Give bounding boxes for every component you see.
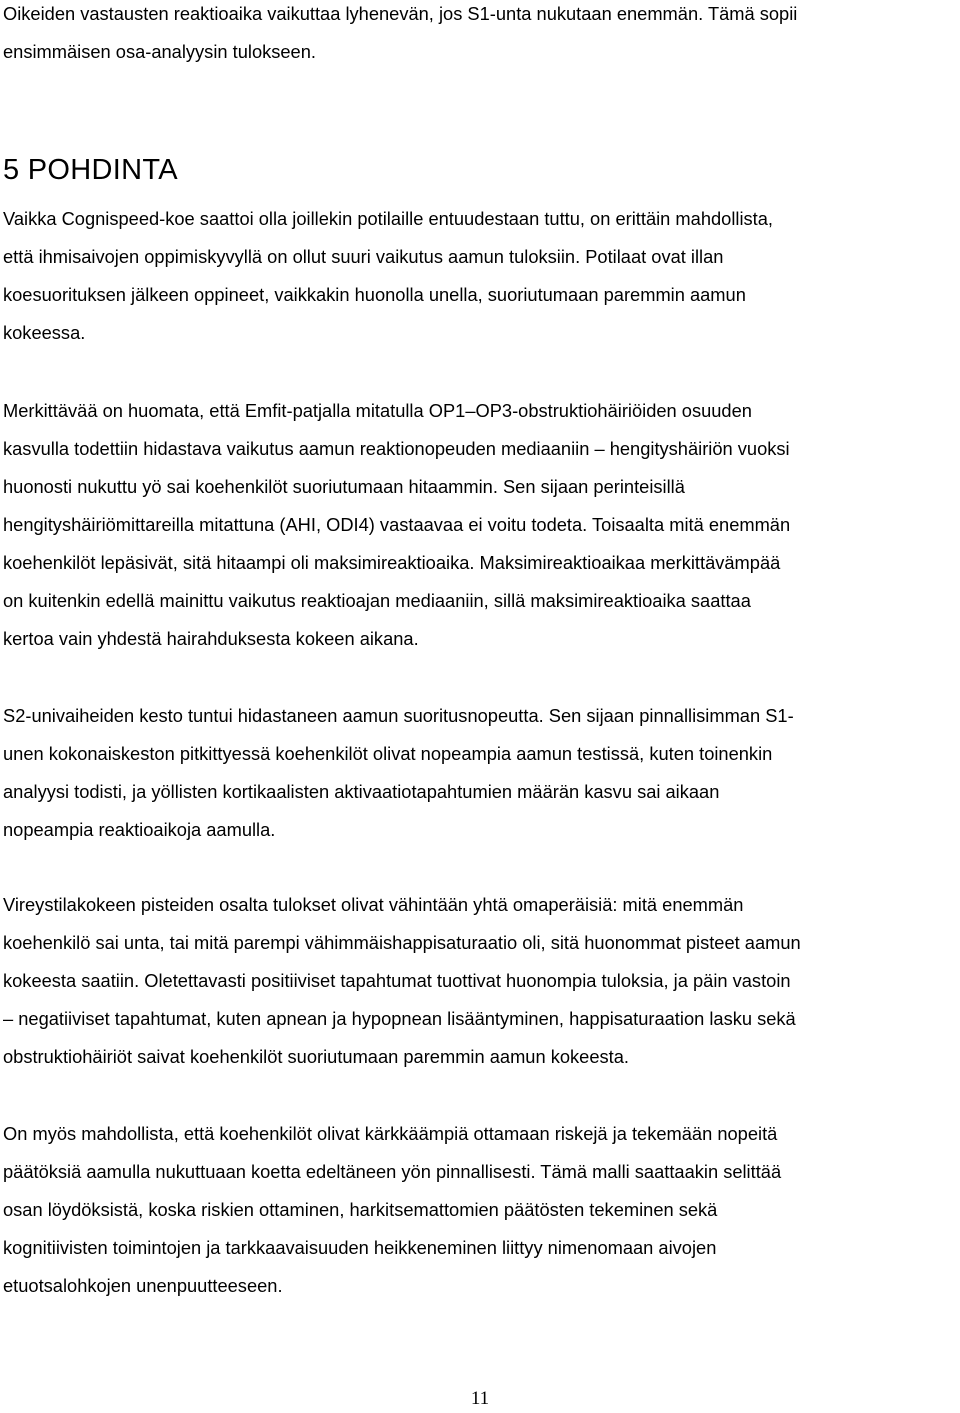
text-line: unen kokonaiskeston pitkittyessä koehenkilöt olivat nopeampia aamun testissä, kuten toinenkin <box>3 743 773 764</box>
text-line: on kuitenkin edellä mainittu vaikutus reaktioajan mediaaniin, sillä maksimireaktioaika saattaa <box>3 590 751 611</box>
text-line: ensimmäisen osa-analyysin tulokseen. <box>3 41 316 62</box>
text-line: obstruktiohäiriöt saivat koehenkilöt suoriutumaan paremmin aamun kokeesta. <box>3 1046 629 1067</box>
text-line: analyysi todisti, ja yöllisten kortikaalisten aktivaatiotapahtumien määrän kasvu sai aikaan <box>3 781 720 802</box>
text-line: kasvulla todettiin hidastava vaikutus aamun reaktionopeuden mediaaniin – hengityshäiriön vuoksi <box>3 438 790 459</box>
text-line: hengityshäiriömittareilla mitattuna (AHI, ODI4) vastaavaa ei voitu todeta. Toisaalta mitä enemmän <box>3 514 791 535</box>
body-paragraph <box>3 392 790 658</box>
text-line: Merkittävää on huomata, että Emfit-patjalla mitatulla OP1–OP3-obstruktiohäiriöiden osuuden <box>3 400 752 421</box>
text-line: – negatiiviset tapahtumat, kuten apnean ja hypopnean lisääntyminen, happisaturaation lasku sekä <box>3 1008 796 1029</box>
text-line: kognitiivisten toimintojen ja tarkkaavaisuuden heikkeneminen liittyy nimenomaan aivojen <box>3 1237 717 1258</box>
text-line: kokeesta saatiin. Oletettavasti positiiviset tapahtumat tuottivat huonompia tuloksia, ja päin vastoin <box>3 970 791 991</box>
text-line: osan löydöksistä, koska riskien ottaminen, harkitsemattomien päätösten tekeminen sekä <box>3 1199 718 1220</box>
text-line: päätöksiä aamulla nukuttuaan koetta edeltäneen yön pinnallisesti. Tämä malli saattaakin selittää <box>3 1161 782 1182</box>
text-line: nopeampia reaktioaikoja aamulla. <box>3 819 276 840</box>
section-heading: 5 POHDINTA <box>3 154 178 186</box>
intro-paragraph <box>3 0 797 71</box>
text-line: On myös mahdollista, että koehenkilöt olivat kärkkäämpiä ottamaan riskejä ja tekemään nopeitä <box>3 1123 778 1144</box>
text-line: etuotsalohkojen unenpuutteeseen. <box>3 1275 283 1296</box>
text-line: koesuorituksen jälkeen oppineet, vaikkakin huonolla unella, suoriutumaan paremmin aamun <box>3 284 746 305</box>
page-number: 11 <box>470 1388 490 1409</box>
text-line: Vaikka Cognispeed-koe saattoi olla joillekin potilaille entuudestaan tuttu, on erittäin mahdollista, <box>3 208 773 229</box>
text-line: Oikeiden vastausten reaktioaika vaikuttaa lyhenevän, jos S1-unta nukutaan enemmän. Tämä sopii <box>3 3 798 24</box>
body-paragraph <box>3 1115 781 1305</box>
text-line: koehenkilö sai unta, tai mitä parempi vähimmäishappisaturaatio oli, sitä huonommat pisteet aamun <box>3 932 801 953</box>
text-line: huonosti nukuttu yö sai koehenkilöt suoriutumaan hitaammin. Sen sijaan perinteisillä <box>3 476 685 497</box>
body-paragraph <box>3 886 801 1076</box>
text-line: että ihmisaivojen oppimiskyvyllä on ollut suuri vaikutus aamun tuloksiin. Potilaat ovat illan <box>3 246 724 267</box>
body-paragraph <box>3 200 773 352</box>
text-line: kokeessa. <box>3 322 86 343</box>
body-paragraph <box>3 697 794 849</box>
text-line: kertoa vain yhdestä hairahduksesta kokeen aikana. <box>3 628 419 649</box>
text-line: koehenkilöt lepäsivät, sitä hitaampi oli maksimireaktioaika. Maksimireaktioaikaa merkittävämpää <box>3 552 781 573</box>
text-line: Vireystilakokeen pisteiden osalta tulokset olivat vähintään yhtä omaperäisiä: mitä enemmän <box>3 894 744 915</box>
text-line: S2-univaiheiden kesto tuntui hidastaneen aamun suoritusnopeutta. Sen sijaan pinnallisimman S1- <box>3 705 794 726</box>
